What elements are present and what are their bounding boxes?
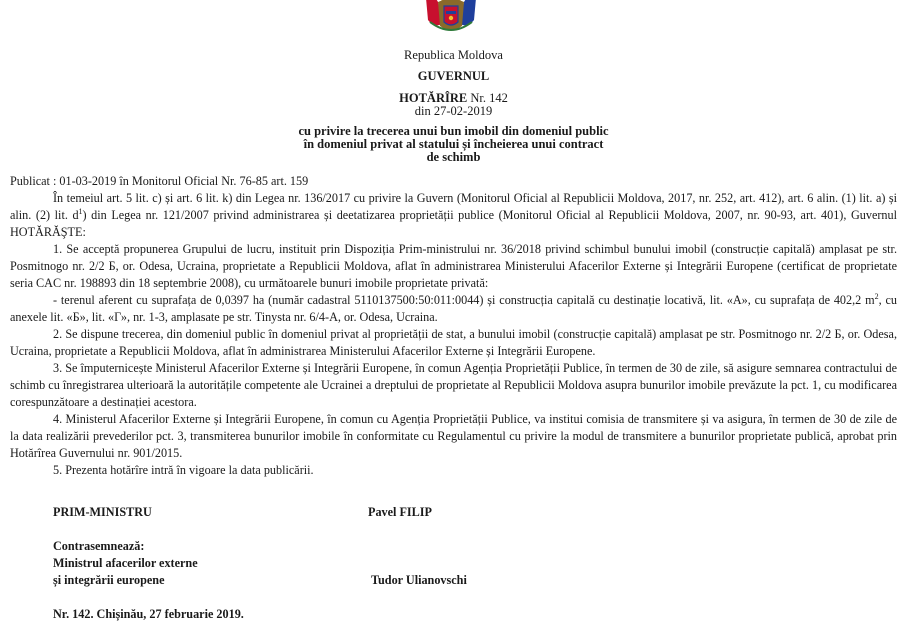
government-label: GUVERNUL — [417, 69, 490, 83]
minister-title-line-1: Ministrul afacerilor externe — [53, 556, 198, 570]
publication-line: Publicat : 01-03-2019 în Monitorul Oficial Nr. 76-85 art. 159 — [10, 174, 309, 188]
document-footer: Nr. 142. Chișinău, 27 februarie 2019. — [53, 607, 244, 621]
decision-number: Nr. 142 — [470, 91, 508, 105]
point-1-item-text: , cu anexele lit. «Б», lit. «Г», nr. 1-3, amplasate pe str. Tinysta nr. 6/4-A, or. Odesa, Ucraina. — [10, 293, 897, 324]
point-1-item-text: - terenul aferent cu suprafața de 0,0397 ha (număr cadastral 5110137500:50:011:0044) și construcția capitală cu destinație locativă, lit. «A», cu suprafața de 402,2 m — [53, 293, 875, 307]
minister-title-line-2: și integrării europene — [53, 573, 165, 587]
republic-label: Republica Moldova — [404, 48, 503, 62]
point-3: 3. Se împuternicește Ministerul Afacerilor Externe și Integrării Europene, în comun Agenția Proprietății Publice, în termen de 30 de zile, să asigure semnarea contractului de schimb cu înregistrarea ulterioară la autoritățile competente ale Ucrainei a dreptului de proprietate al Republicii Moldova asupra bunurilor imobile prevăzute la pct. 1, cu modificarea corespunzătoare a destinației acestora. — [10, 361, 897, 409]
moldova-coat-of-arms-icon — [424, 0, 478, 40]
preamble-text: În temeiul art. 5 lit. c) și art. 6 lit. k) din Legea nr. 136/2017 cu privire la Guvern (Monitorul Oficial al Republicii Moldova, 2017, nr. 252, art. 412), art. 6 alin. (1) lit. a) și alin. (2) lit. d — [10, 191, 897, 222]
point-1-item — [10, 292, 897, 326]
countersign-label: Contrasemnează: — [53, 539, 145, 553]
decision-label: HOTĂRÎRE — [399, 91, 468, 105]
point-1-item-sup: 2 — [874, 291, 879, 301]
decision-title-line: cu privire la trecerea unui bun imobil din domeniul public — [298, 124, 609, 138]
point-1: 1. Se acceptă propunerea Grupului de lucru, instituit prin Dispoziția Prim-ministrului nr. 36/2018 privind schimbul bunului imobil (construcție capitală) amplasat pe str. Posmitnogo nr. 2/2 Б, or. Odesa, Ucraina, proprietate a Republicii Moldova, aflat în administrarea Ministerului Afacerilor Externe și Integrării Europene (certificat de proprietate seria CAC nr. 198893 din 18 septembrie 2008), cu următoarele bunuri imobile proprietate privată: — [10, 242, 897, 290]
decision-title-line: de schimb — [426, 150, 481, 164]
preamble-sup: 1 — [78, 206, 83, 216]
preamble-text: ) din Legea nr. 121/2007 privind administrarea și deetatizarea proprietății publice (Monitorul Oficial al Republicii Moldova, 2007, nr. 90-93, art. 401), Guvernul HOTĂRĂŞTE: — [10, 208, 897, 239]
pm-title: PRIM-MINISTRU — [53, 505, 152, 519]
pm-name: Pavel FILIP — [368, 505, 432, 519]
decision-date: din 27-02-2019 — [414, 104, 493, 118]
minister-name: Tudor Ulianovschi — [371, 573, 467, 587]
point-4: 4. Ministerul Afacerilor Externe și Integrării Europene, în comun cu Agenția Proprietății Publice, va institui comisia de transmitere și va asigura, în termen de 30 de zile de la data realizării prevederilor pct. 3, transmiterea bunurilor imobile în conformitate cu Regulamentul cu privire la modul de transmitere a bunurilor proprietate publică, aprobat prin Hotărîrea Guvernului nr. 901/2015. — [10, 412, 897, 460]
point-2: 2. Se dispune trecerea, din domeniul public în domeniul privat al proprietății de stat, a bunului imobil (construcție capitală) amplasat pe str. Posmitnogo nr. 2/2 Б, or. Odesa, Ucraina, proprietate a Republicii Moldova, aflat în administrarea Ministerului Afacerilor Externe și Integrării Europene. — [10, 327, 897, 358]
decision-title — [0, 125, 907, 164]
preamble — [10, 190, 897, 241]
decision-body — [10, 173, 897, 479]
point-5: 5. Prezenta hotărîre intră în vigoare la data publicării. — [53, 463, 314, 477]
decision-title-line: în domeniul privat al statului și încheierea unui contract — [303, 137, 604, 151]
